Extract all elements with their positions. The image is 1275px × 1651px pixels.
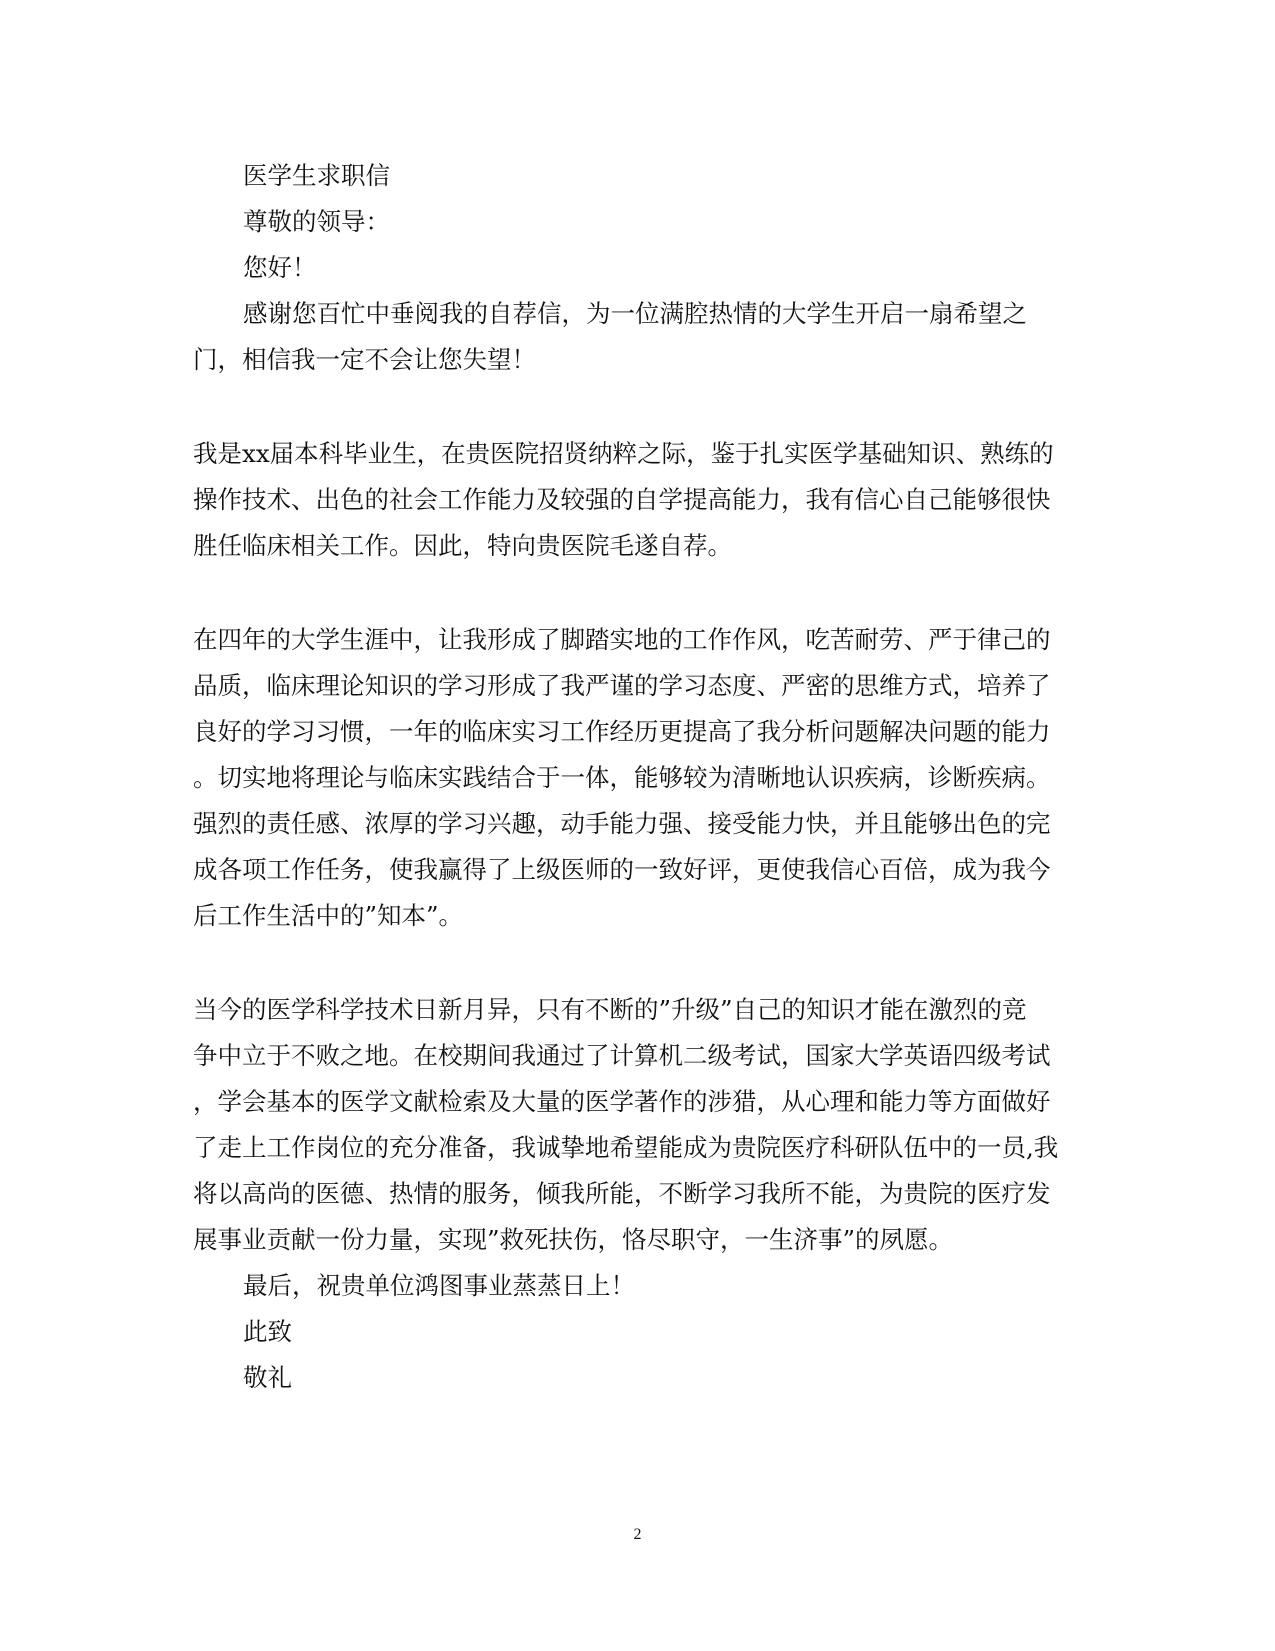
paragraph-4-line: 将以高尚的医德、热情的服务，倾我所能，不断学习我所不能，为贵院的医疗发 [193,1179,1051,1208]
greeting: 您好！ [243,253,317,282]
paragraph-3-line: 成各项工作任务，使我赢得了上级医师的一致好评，更使我信心百倍，成为我今 [193,855,1051,884]
paragraph-2-line: 我是xx届本科毕业生，在贵医院招贤纳粹之际，鉴于扎实医学基础知识、熟练的 [193,439,1054,468]
closing-wish: 最后，祝贵单位鸿图事业蒸蒸日上！ [243,1271,635,1300]
salutation: 尊敬的领导： [243,207,390,236]
paragraph-3-line: 良好的学习习惯，一年的临床实习工作经历更提高了我分析问题解决问题的能力 [193,717,1051,746]
paragraph-4-line: ，学会基本的医学文献检索及大量的医学著作的涉猎，从心理和能力等方面做好 [193,1087,1051,1116]
paragraph-4-line: 当今的医学科学技术日新月异，只有不断的”升级”自己的知识才能在激烈的竞 [193,995,1027,1024]
page-number: 2 [633,1526,642,1543]
closing-cizhi: 此致 [243,1317,292,1346]
paragraph-1-line: 门，相信我一定不会让您失望！ [193,345,536,374]
letter-title: 医学生求职信 [243,161,390,190]
paragraph-2-line: 操作技术、出色的社会工作能力及较强的自学提高能力，我有信心自己能够很快 [193,485,1051,514]
paragraph-3-line: 。切实地将理论与临床实践结合于一体，能够较为清晰地认识疾病，诊断疾病。 [193,763,1051,792]
paragraph-1-line: 感谢您百忙中垂阅我的自荐信，为一位满腔热情的大学生开启一扇希望之 [243,299,1027,328]
paragraph-4-line: 争中立于不败之地。在校期间我通过了计算机二级考试，国家大学英语四级考试 [193,1041,1051,1070]
paragraph-3-line: 在四年的大学生涯中，让我形成了脚踏实地的工作作风，吃苦耐劳、严于律己的 [193,625,1051,654]
paragraph-4-line: 了走上工作岗位的充分准备，我诚挚地希望能成为贵院医疗科研队伍中的一员,我 [193,1133,1059,1162]
paragraph-3-line: 后工作生活中的”知本”。 [193,901,464,930]
paragraph-2-line: 胜任临床相关工作。因此，特向贵医院毛遂自荐。 [193,531,732,560]
paragraph-3-line: 品质，临床理论知识的学习形成了我严谨的学习态度、严密的思维方式，培养了 [193,671,1051,700]
paragraph-4-line: 展事业贡献一份力量，实现”救死扶伤，恪尽职守，一生济事”的夙愿。 [193,1225,954,1254]
closing-jingli: 敬礼 [243,1363,292,1392]
paragraph-3-line: 强烈的责任感、浓厚的学习兴趣，动手能力强、接受能力快，并且能够出色的完 [193,809,1051,838]
